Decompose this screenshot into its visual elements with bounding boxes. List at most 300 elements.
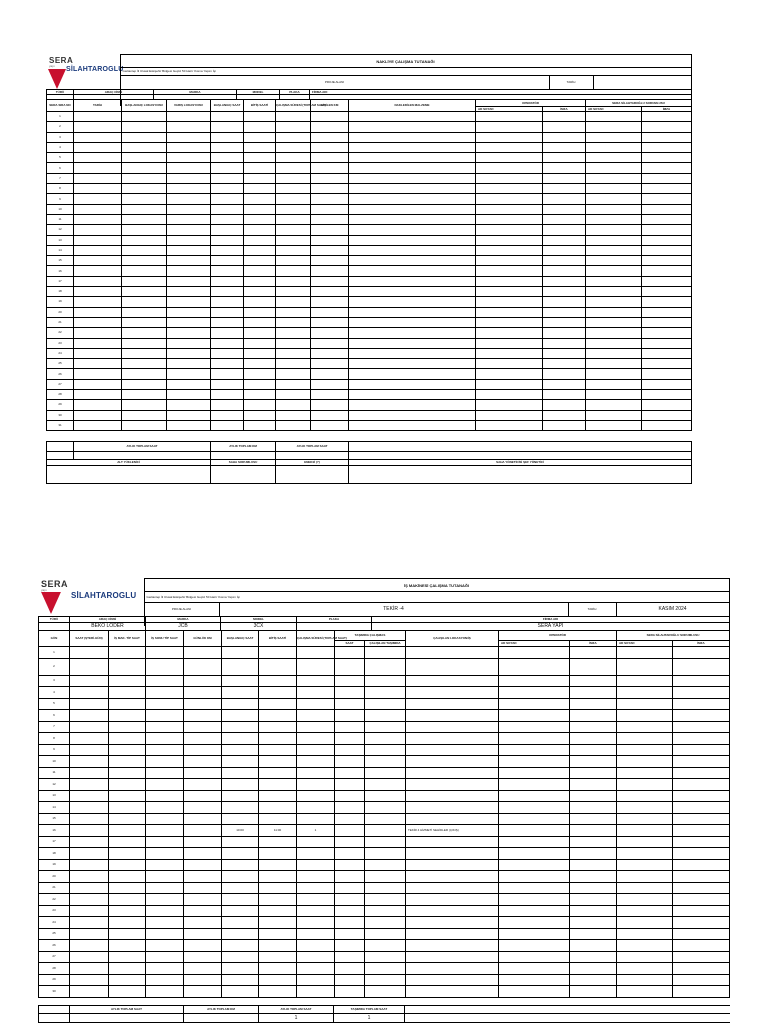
table-cell[interactable] [617,882,673,894]
table-cell[interactable] [365,733,406,745]
table-cell[interactable] [74,204,122,214]
date-value[interactable] [593,76,691,90]
table-cell[interactable] [276,369,311,379]
table-cell[interactable] [259,721,297,733]
table-cell[interactable] [499,733,570,745]
table-cell[interactable] [617,871,673,883]
table-cell[interactable] [543,184,586,194]
duration-value[interactable]: 1 [297,825,335,837]
table-cell[interactable] [222,710,259,722]
table-cell[interactable] [570,744,617,756]
table-cell[interactable] [476,173,543,183]
energy-sign[interactable] [276,466,349,484]
table-cell[interactable] [109,951,146,963]
table-cell[interactable] [570,871,617,883]
table-cell[interactable] [642,112,692,122]
table-cell[interactable] [406,675,499,687]
table-cell[interactable] [311,256,349,266]
table-cell[interactable] [222,658,259,675]
table-cell[interactable] [276,297,311,307]
table-cell[interactable] [211,317,244,327]
table-cell[interactable] [74,379,122,389]
table-cell[interactable] [617,894,673,906]
table-cell[interactable] [297,905,335,917]
table-cell[interactable] [122,142,167,152]
table-cell[interactable] [476,338,543,348]
table-cell[interactable] [311,132,349,142]
table-cell[interactable] [499,687,570,699]
table-cell[interactable] [349,390,476,400]
table-cell[interactable] [543,112,586,122]
table-cell[interactable] [365,658,406,675]
table-cell[interactable] [311,245,349,255]
table-cell[interactable] [259,802,297,814]
table-cell[interactable] [349,214,476,224]
table-cell[interactable] [109,905,146,917]
table-cell[interactable] [499,767,570,779]
table-cell[interactable] [122,400,167,410]
table-cell[interactable] [167,420,211,430]
table-cell[interactable] [276,359,311,369]
table-cell[interactable] [406,859,499,871]
table-cell[interactable] [349,369,476,379]
table-cell[interactable] [335,687,365,699]
table-cell[interactable] [211,369,244,379]
table-cell[interactable] [335,836,365,848]
table-cell[interactable] [570,894,617,906]
table-cell[interactable] [74,214,122,224]
table-cell[interactable] [476,153,543,163]
table-cell[interactable] [349,287,476,297]
table-cell[interactable] [349,420,476,430]
table-cell[interactable] [543,204,586,214]
table-cell[interactable] [586,369,642,379]
table-cell[interactable] [122,214,167,224]
table-cell[interactable] [586,153,642,163]
table-cell[interactable] [586,338,642,348]
table-cell[interactable] [349,153,476,163]
table-cell[interactable] [570,974,617,986]
table-cell[interactable] [74,194,122,204]
table-cell[interactable] [167,184,211,194]
table-cell[interactable] [673,767,730,779]
table-cell[interactable] [259,986,297,998]
table-cell[interactable] [109,710,146,722]
table-cell[interactable] [570,986,617,998]
table-cell[interactable] [244,235,276,245]
table-cell[interactable] [184,894,222,906]
start-hour-value[interactable]: 10:00 [222,825,259,837]
table-cell[interactable] [642,297,692,307]
table-cell[interactable] [222,647,259,659]
table-cell[interactable] [476,225,543,235]
table-cell[interactable] [74,112,122,122]
table-cell[interactable] [276,225,311,235]
table-cell[interactable] [276,132,311,142]
table-cell[interactable] [476,266,543,276]
table-cell[interactable] [122,184,167,194]
table-cell[interactable] [499,710,570,722]
table-cell[interactable] [297,871,335,883]
table-cell[interactable] [146,647,184,659]
table-cell[interactable] [311,153,349,163]
table-cell[interactable] [586,235,642,245]
table-cell[interactable] [335,871,365,883]
table-cell[interactable] [211,122,244,132]
table-cell[interactable] [586,379,642,389]
table-cell[interactable] [365,928,406,940]
table-cell[interactable] [406,848,499,860]
table-cell[interactable] [617,905,673,917]
table-cell[interactable] [259,675,297,687]
table-cell[interactable] [146,698,184,710]
table-cell[interactable] [311,266,349,276]
table-cell[interactable] [109,790,146,802]
table-cell[interactable] [499,882,570,894]
table-cell[interactable] [297,917,335,929]
table-cell[interactable] [184,974,222,986]
table-cell[interactable] [617,710,673,722]
table-cell[interactable] [476,276,543,286]
table-cell[interactable] [184,859,222,871]
table-cell[interactable] [74,153,122,163]
table-cell[interactable] [167,122,211,132]
table-cell[interactable] [74,245,122,255]
table-cell[interactable] [297,658,335,675]
table-cell[interactable] [184,951,222,963]
table-cell[interactable] [74,287,122,297]
table-cell[interactable] [259,848,297,860]
table-cell[interactable] [222,951,259,963]
table-cell[interactable] [70,871,109,883]
table-cell[interactable] [259,687,297,699]
table-cell[interactable] [211,204,244,214]
table-cell[interactable] [543,194,586,204]
table-cell[interactable] [70,698,109,710]
table-cell[interactable] [335,986,365,998]
table-cell[interactable] [184,658,222,675]
table-cell[interactable] [586,112,642,122]
table-cell[interactable] [74,390,122,400]
table-cell[interactable] [617,647,673,659]
table-cell[interactable] [276,338,311,348]
table-cell[interactable] [335,675,365,687]
table-cell[interactable] [499,928,570,940]
table-cell[interactable] [406,779,499,791]
table-cell[interactable] [70,779,109,791]
table-cell[interactable] [543,245,586,255]
table-cell[interactable] [349,173,476,183]
table-cell[interactable] [365,974,406,986]
table-cell[interactable] [146,813,184,825]
table-cell[interactable] [349,307,476,317]
table-cell[interactable] [167,142,211,152]
table-cell[interactable] [222,974,259,986]
table-cell[interactable] [349,359,476,369]
table-cell[interactable] [122,266,167,276]
table-cell[interactable] [276,122,311,132]
table-cell[interactable] [222,733,259,745]
table-cell[interactable] [570,848,617,860]
table-cell[interactable] [365,940,406,952]
table-cell[interactable] [476,379,543,389]
table-cell[interactable] [543,359,586,369]
table-cell[interactable] [365,963,406,975]
table-cell[interactable] [122,390,167,400]
table-cell[interactable] [570,882,617,894]
table-cell[interactable] [476,204,543,214]
table-cell[interactable] [259,871,297,883]
table-cell[interactable] [276,400,311,410]
table-cell[interactable] [122,173,167,183]
table-cell[interactable] [167,112,211,122]
table-cell[interactable] [642,214,692,224]
table-cell[interactable] [476,122,543,132]
table-cell[interactable] [586,194,642,204]
table-cell[interactable] [184,756,222,768]
table-cell[interactable] [406,687,499,699]
table-cell[interactable] [297,951,335,963]
table-cell[interactable] [146,825,184,837]
table-cell[interactable] [146,733,184,745]
table-cell[interactable] [642,266,692,276]
table-cell[interactable] [122,420,167,430]
table-cell[interactable] [406,658,499,675]
table-cell[interactable] [122,256,167,266]
table-cell[interactable] [244,173,276,183]
table-cell[interactable] [244,379,276,389]
table-cell[interactable] [586,390,642,400]
table-cell[interactable] [673,647,730,659]
table-cell[interactable] [570,687,617,699]
table-cell[interactable] [276,328,311,338]
table-cell[interactable] [365,675,406,687]
table-cell[interactable] [617,917,673,929]
table-cell[interactable] [259,917,297,929]
table-cell[interactable] [244,132,276,142]
table-cell[interactable] [167,153,211,163]
table-cell[interactable] [167,276,211,286]
location-value[interactable]: TEKİR 4 HİZMETİ SEHİDLER (ÇIKIŞ) [406,825,499,837]
table-cell[interactable] [222,986,259,998]
table-cell[interactable] [211,400,244,410]
table-cell[interactable] [617,779,673,791]
table-cell[interactable] [146,790,184,802]
table-cell[interactable] [311,400,349,410]
table-cell[interactable] [642,307,692,317]
table-cell[interactable] [335,974,365,986]
table-cell[interactable] [349,266,476,276]
table-cell[interactable] [276,245,311,255]
table-cell[interactable] [74,317,122,327]
table-cell[interactable] [335,963,365,975]
table-cell[interactable] [184,928,222,940]
table-cell[interactable] [122,328,167,338]
table-cell[interactable] [122,112,167,122]
table-cell[interactable] [586,348,642,358]
table-cell[interactable] [543,266,586,276]
table-cell[interactable] [365,986,406,998]
site-manager-sign[interactable] [211,466,276,484]
table-cell[interactable] [74,369,122,379]
table-cell[interactable] [499,779,570,791]
table-cell[interactable] [244,297,276,307]
table-cell[interactable] [146,848,184,860]
table-cell[interactable] [499,940,570,952]
table-cell[interactable] [184,813,222,825]
table-cell[interactable] [349,328,476,338]
table-cell[interactable] [276,184,311,194]
table-cell[interactable] [335,882,365,894]
table-cell[interactable] [211,266,244,276]
table-cell[interactable] [642,379,692,389]
table-cell[interactable] [311,359,349,369]
table-cell[interactable] [74,420,122,430]
table-cell[interactable] [311,287,349,297]
table-cell[interactable] [276,348,311,358]
table-cell[interactable] [617,767,673,779]
table-cell[interactable] [617,825,673,837]
table-cell[interactable] [167,256,211,266]
table-cell[interactable] [244,400,276,410]
table-cell[interactable] [244,184,276,194]
table-cell[interactable] [109,882,146,894]
table-cell[interactable] [349,317,476,327]
table-cell[interactable] [211,390,244,400]
table-cell[interactable] [673,802,730,814]
table-cell[interactable] [570,802,617,814]
table-cell[interactable] [406,744,499,756]
table-cell[interactable] [365,710,406,722]
table-cell[interactable] [122,163,167,173]
table-cell[interactable] [476,214,543,224]
table-cell[interactable] [335,658,365,675]
table-cell[interactable] [167,328,211,338]
table-cell[interactable] [476,420,543,430]
table-cell[interactable] [335,825,365,837]
table-cell[interactable] [109,687,146,699]
table-cell[interactable] [297,790,335,802]
table-cell[interactable] [184,882,222,894]
table-cell[interactable] [74,163,122,173]
table-cell[interactable] [673,882,730,894]
total-transport-value[interactable]: 1 [334,1014,405,1023]
table-cell[interactable] [673,836,730,848]
table-cell[interactable] [499,658,570,675]
table-cell[interactable] [406,802,499,814]
table-cell[interactable] [499,813,570,825]
table-cell[interactable] [543,390,586,400]
table-cell[interactable] [642,225,692,235]
table-cell[interactable] [167,132,211,142]
table-cell[interactable] [586,256,642,266]
table-cell[interactable] [167,390,211,400]
table-cell[interactable] [297,779,335,791]
table-cell[interactable] [365,698,406,710]
table-cell[interactable] [109,721,146,733]
table-cell[interactable] [673,744,730,756]
table-cell[interactable] [109,813,146,825]
table-cell[interactable] [222,675,259,687]
table-cell[interactable] [222,963,259,975]
table-cell[interactable] [586,214,642,224]
table-cell[interactable] [146,928,184,940]
table-cell[interactable] [406,928,499,940]
table-cell[interactable] [543,348,586,358]
table-cell[interactable] [146,687,184,699]
table-cell[interactable] [311,297,349,307]
table-cell[interactable] [70,687,109,699]
table-cell[interactable] [642,420,692,430]
table-cell[interactable] [244,214,276,224]
table-cell[interactable] [673,848,730,860]
table-cell[interactable] [70,767,109,779]
table-cell[interactable] [222,905,259,917]
table-cell[interactable] [276,256,311,266]
date-value-2[interactable]: KASIM 2024 [616,603,729,617]
table-cell[interactable] [476,317,543,327]
table-cell[interactable] [543,256,586,266]
table-cell[interactable] [570,721,617,733]
table-cell[interactable] [406,756,499,768]
table-cell[interactable] [109,940,146,952]
table-cell[interactable] [335,698,365,710]
table-cell[interactable] [311,184,349,194]
table-cell[interactable] [673,756,730,768]
table-cell[interactable] [222,859,259,871]
table-cell[interactable] [222,848,259,860]
table-cell[interactable] [184,698,222,710]
table-cell[interactable] [365,836,406,848]
table-cell[interactable] [297,836,335,848]
table-cell[interactable] [335,813,365,825]
table-cell[interactable] [617,802,673,814]
table-cell[interactable] [109,928,146,940]
table-cell[interactable] [184,836,222,848]
table-cell[interactable] [167,297,211,307]
total-hours2-value[interactable]: 1 [259,1014,334,1023]
table-cell[interactable] [122,348,167,358]
table-cell[interactable] [259,928,297,940]
table-cell[interactable] [276,379,311,389]
table-cell[interactable] [184,721,222,733]
table-cell[interactable] [570,917,617,929]
table-cell[interactable] [70,675,109,687]
table-cell[interactable] [617,928,673,940]
table-cell[interactable] [70,986,109,998]
table-cell[interactable] [244,287,276,297]
table-cell[interactable] [642,317,692,327]
table-cell[interactable] [365,687,406,699]
table-cell[interactable] [146,986,184,998]
table-cell[interactable] [222,882,259,894]
table-cell[interactable] [259,905,297,917]
table-cell[interactable] [244,420,276,430]
table-cell[interactable] [184,779,222,791]
table-cell[interactable] [146,871,184,883]
table-cell[interactable] [543,410,586,420]
table-cell[interactable] [570,767,617,779]
table-cell[interactable] [276,163,311,173]
table-cell[interactable] [74,235,122,245]
table-cell[interactable] [211,112,244,122]
table-cell[interactable] [617,675,673,687]
table-cell[interactable] [184,917,222,929]
table-cell[interactable] [476,400,543,410]
table-cell[interactable] [74,266,122,276]
table-cell[interactable] [109,658,146,675]
table-cell[interactable] [673,675,730,687]
